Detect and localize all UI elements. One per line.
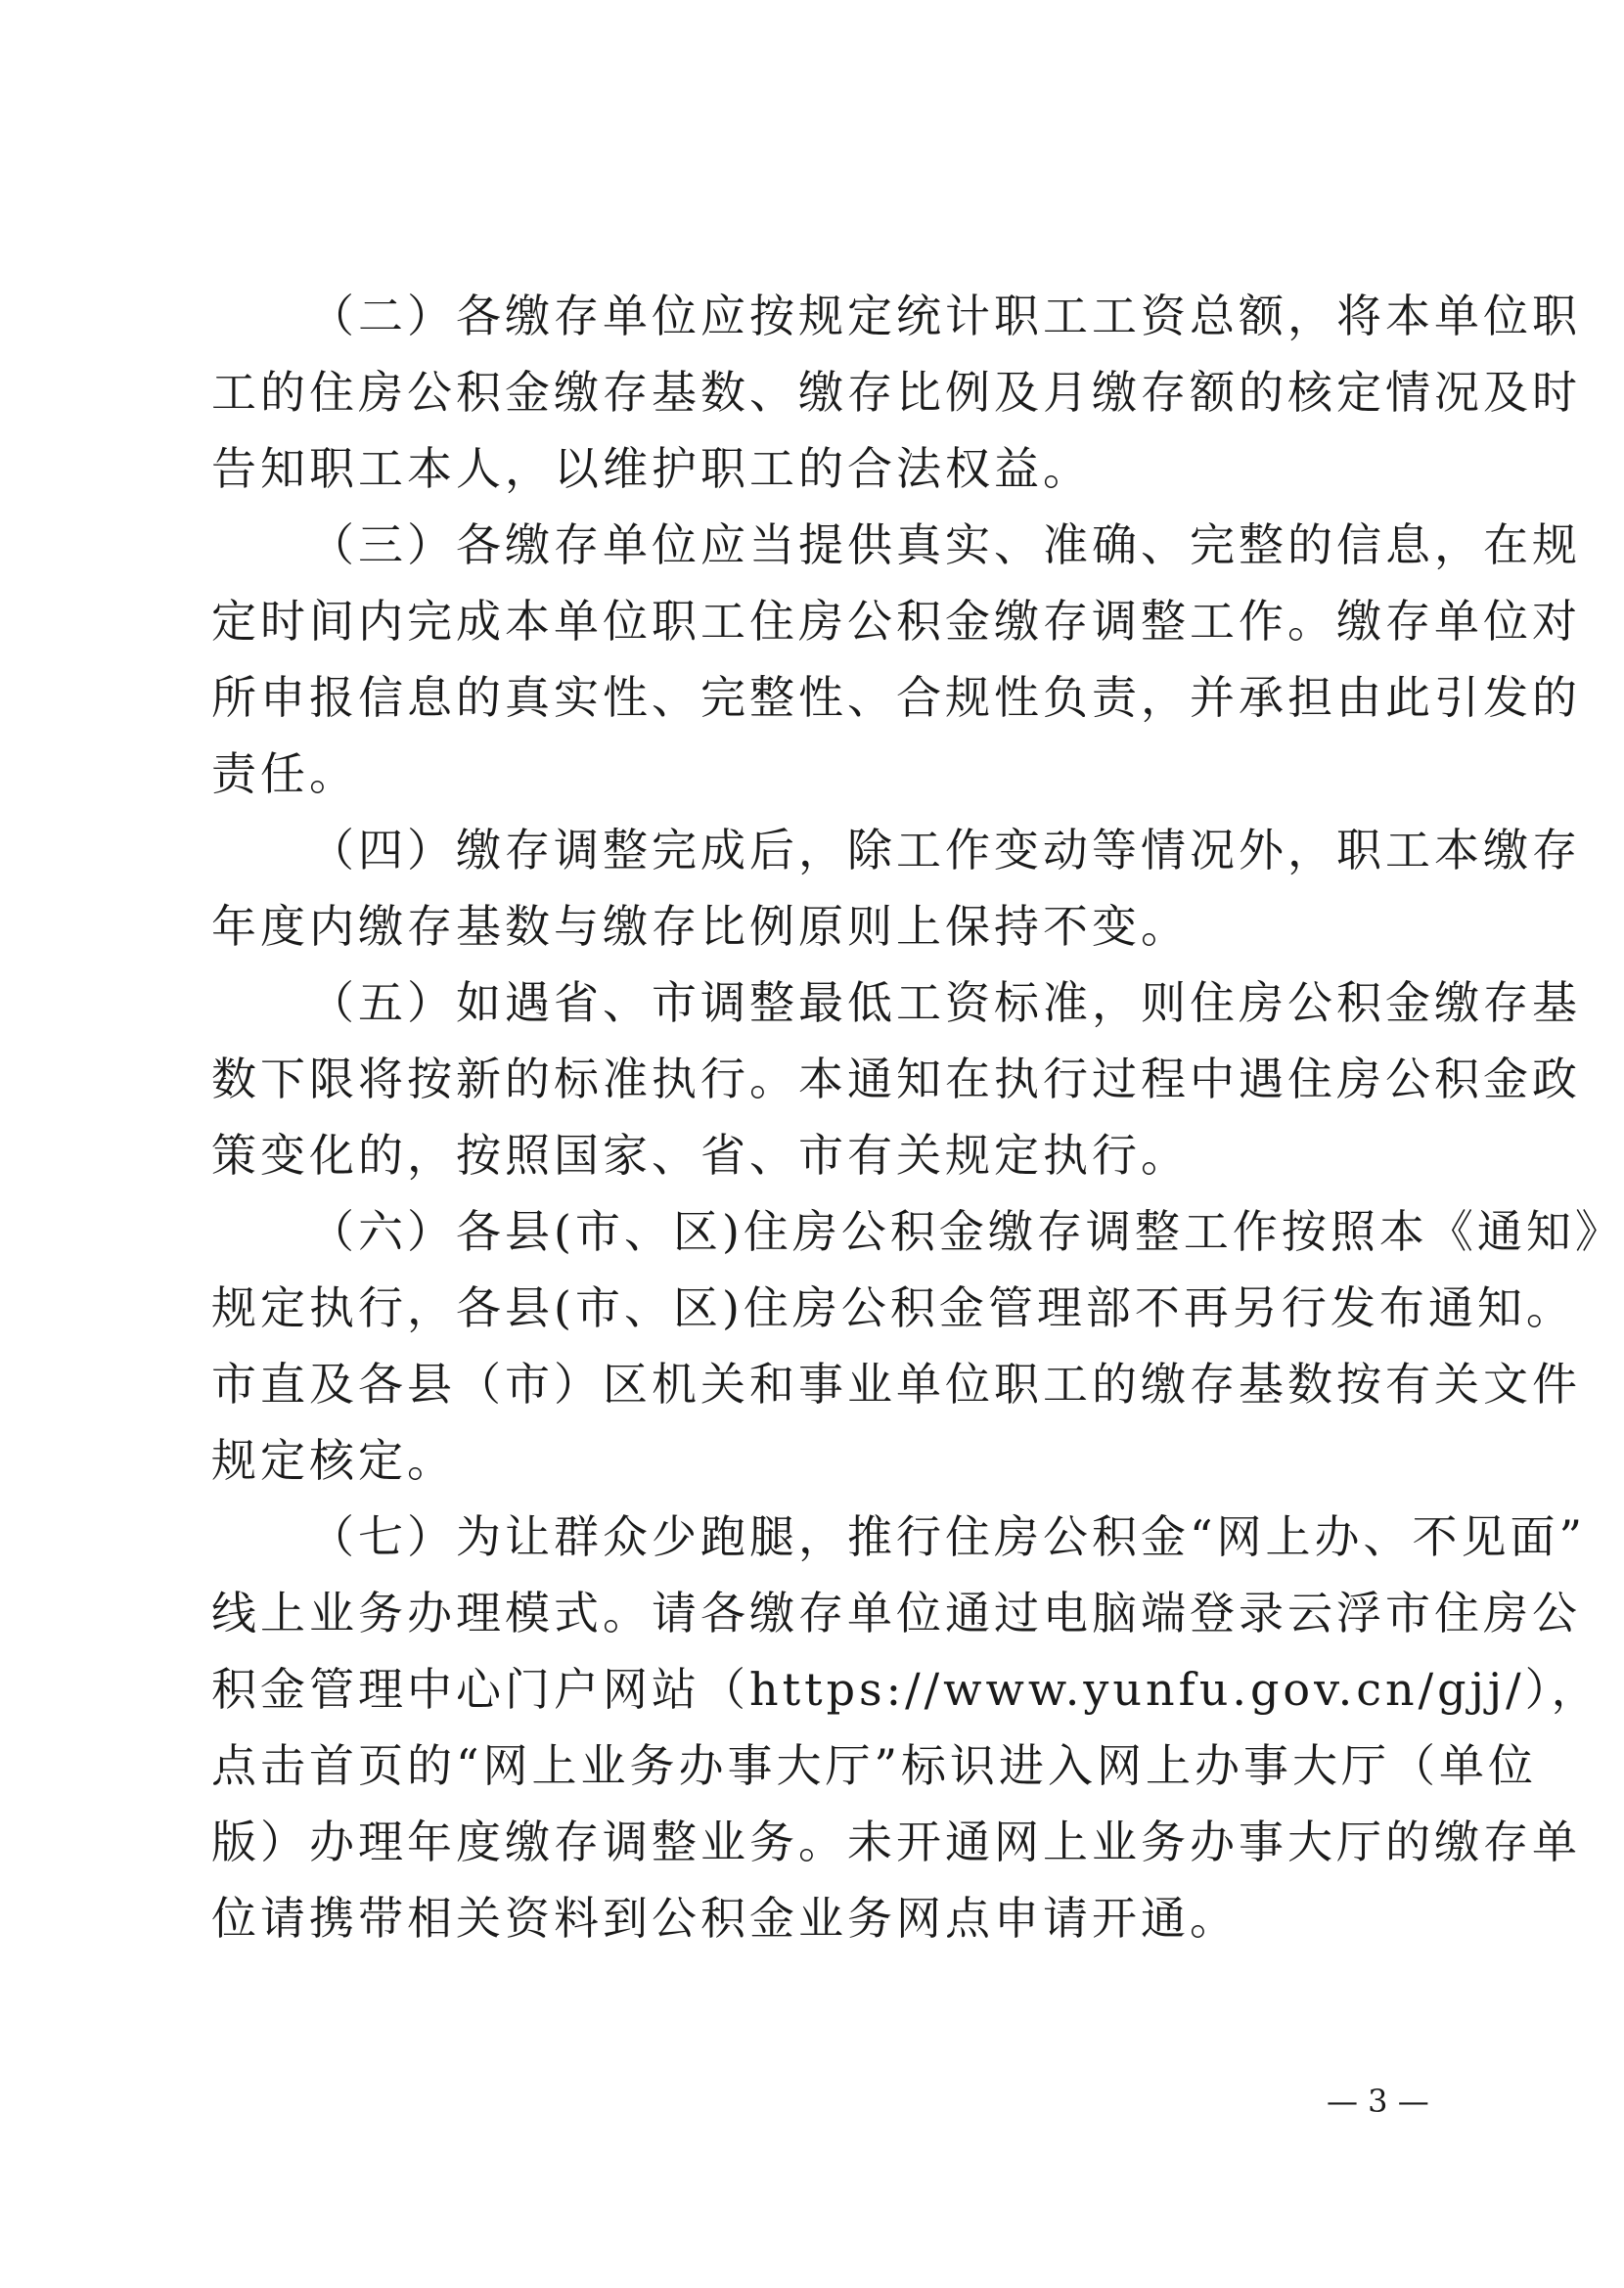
- paragraph-line: 规定核定。: [211, 1434, 456, 1487]
- paragraph-line: 积金管理中心门户网站（https://www.yunfu.gov.cn/gjj/），: [211, 1663, 1601, 1716]
- paragraph-line: 责任。: [211, 747, 358, 800]
- document-body: [211, 278, 1624, 1956]
- paragraph-line: 年度内缴存基数与缴存比例原则上保持不变。: [211, 900, 1190, 953]
- paragraph-line: 告知职工本人，以维护职工的合法权益。: [211, 442, 1092, 495]
- paragraph-line: 市直及各县（市）区机关和事业单位职工的缴存基数按有关文件: [211, 1358, 1581, 1411]
- paragraph-line: 定时间内完成本单位职工住房公积金缴存调整工作。缴存单位对: [211, 595, 1581, 648]
- paragraph-line: 所申报信息的真实性、完整性、合规性负责，并承担由此引发的: [211, 671, 1581, 724]
- paragraph-line: （七）为让群众少跑腿，推行住房公积金“网上办、不见面”: [309, 1510, 1587, 1563]
- paragraph-line: 规定执行，各县(市、区)住房公积金管理部不再另行发布通知。: [211, 1281, 1575, 1334]
- paragraph-4: [211, 812, 1581, 965]
- paragraph-line: （五）如遇省、市调整最低工资标准，则住房公积金缴存基: [309, 976, 1581, 1029]
- paragraph-line: 数下限将按新的标准执行。本通知在执行过程中遇住房公积金政: [211, 1053, 1581, 1105]
- paragraph-line: （六）各县(市、区)住房公积金缴存调整工作按照本《通知》: [309, 1205, 1624, 1258]
- paragraph-line: 线上业务办理模式。请各缴存单位通过电脑端登录云浮市住房公: [211, 1587, 1581, 1639]
- paragraph-line: 点击首页的“网上业务办事大厅”标识进入网上办事大厅（单位: [211, 1739, 1538, 1792]
- paragraph-2: [211, 278, 1581, 507]
- page-number: — 3 —: [1327, 2083, 1429, 2120]
- paragraph-7: [211, 1499, 1601, 1956]
- paragraph-line: 策变化的，按照国家、省、市有关规定执行。: [211, 1129, 1190, 1182]
- paragraph-line: （三）各缴存单位应当提供真实、准确、完整的信息，在规: [309, 518, 1581, 571]
- paragraph-5: [211, 965, 1581, 1193]
- paragraph-line: （四）缴存调整完成后，除工作变动等情况外，职工本缴存: [309, 824, 1581, 876]
- paragraph-line: 版）办理年度缴存调整业务。未开通网上业务办事大厅的缴存单: [211, 1816, 1581, 1868]
- paragraph-line: （二）各缴存单位应按规定统计职工工资总额，将本单位职: [309, 290, 1581, 342]
- paragraph-3: [211, 507, 1581, 812]
- paragraph-line: 位请携带相关资料到公积金业务网点申请开通。: [211, 1892, 1239, 1945]
- paragraph-6: [211, 1193, 1624, 1499]
- paragraph-line: 工的住房公积金缴存基数、缴存比例及月缴存额的核定情况及时: [211, 366, 1581, 419]
